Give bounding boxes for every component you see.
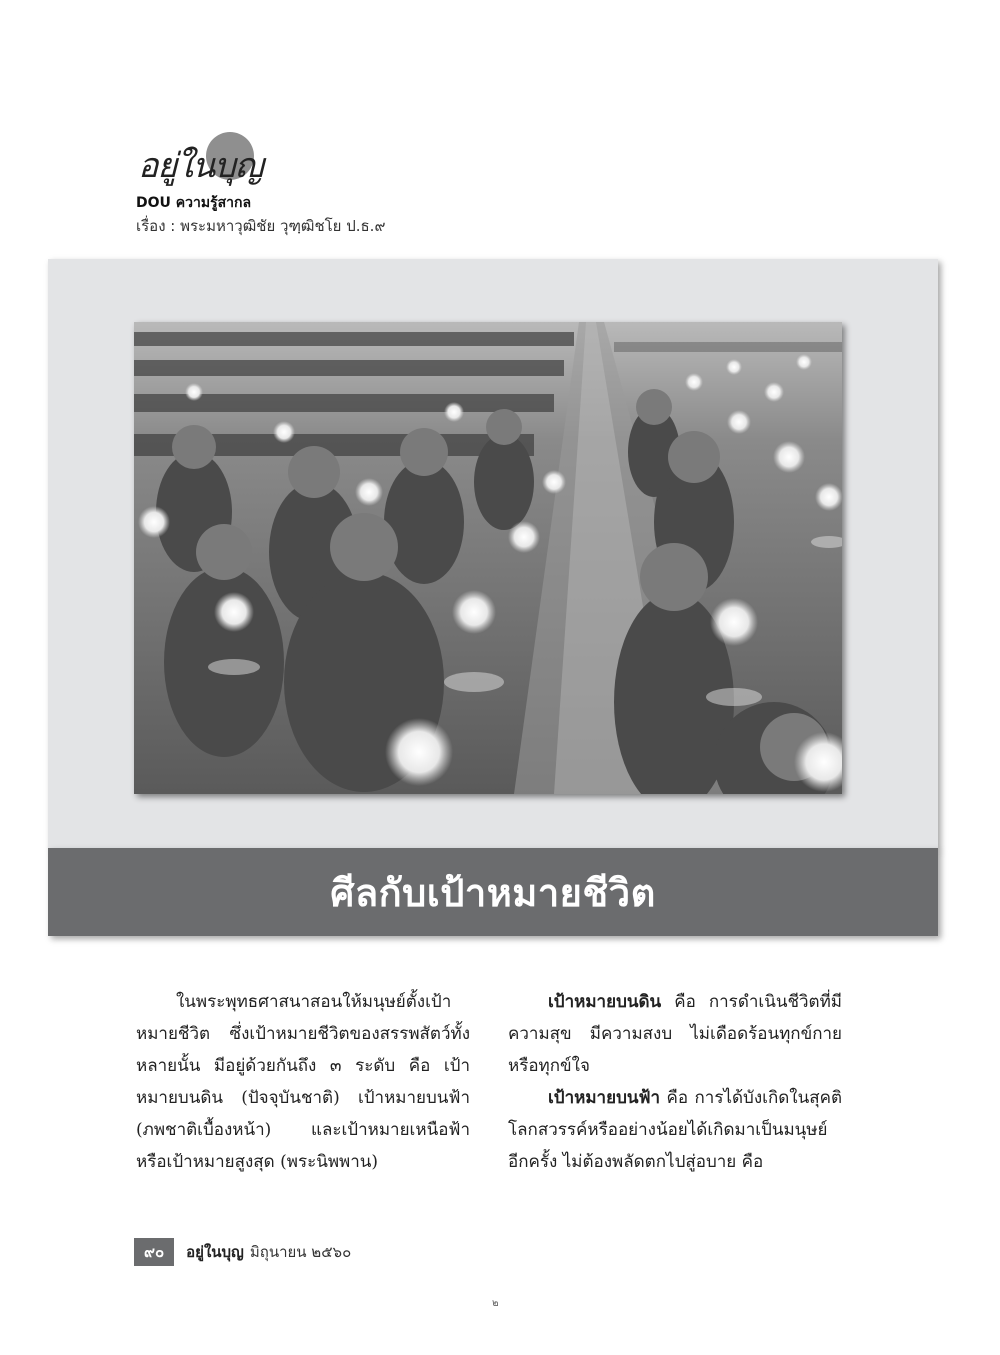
print-mark: ๒ — [492, 1298, 499, 1309]
hero-photo — [134, 322, 842, 794]
page-number: ๙๐ — [134, 1238, 174, 1266]
article-title-bar — [48, 848, 938, 936]
earth-goal-paragraph — [508, 986, 842, 1082]
page-footer — [134, 1240, 351, 1264]
heaven-goal-term: เป้าหมายบนฟ้า — [548, 1088, 661, 1108]
article-title: ศีลกับเป้าหมายชีวิต — [330, 870, 656, 915]
heaven-goal-text: คือ การได้บังเกิดในสุคติโลกสวรรค์หรืออย่างน้อยได้เกิดมาเป็นมนุษย์อีกครั้ง ไม่ต้องพลัดตกไปสู่อบาย คือ — [508, 1088, 842, 1172]
magazine-logo — [138, 132, 268, 192]
heaven-goal-paragraph — [508, 1082, 842, 1178]
right-column — [508, 986, 842, 1178]
earth-goal-text: คือ การดำเนินชีวิตที่มีความสุข มีความสงบ ไม่เดือดร้อนทุกข์กายหรือทุกข์ใจ — [508, 992, 842, 1076]
author-byline: เรื่อง : พระมหาวุฒิชัย วุฑฺฒิชโย ป.ธ.๙ — [136, 217, 386, 235]
issue-date: มิถุนายน ๒๕๖๐ — [249, 1243, 352, 1261]
section-label: DOU ความรู้สากล — [136, 195, 252, 211]
intro-paragraph: ในพระพุทธศาสนาสอนให้มนุษย์ตั้งเป้าหมายชีวิต ซึ่งเป้าหมายชีวิตของสรรพสัตว์ทั้งหลายนั้น มีอยู่ด้วยกันถึง ๓ ระดับ คือ เป้าหมายบนดิน (ปัจจุบันชาติ) เป้าหมายบนฟ้า (ภพชาติเบื้องหน้า) และเป้าหมายเหนือฟ้า หรือเป้าหมายสูงสุด (พระนิพพาน) — [136, 992, 470, 1172]
logo-text: อยู่ในบุญ — [138, 146, 263, 186]
earth-goal-term: เป้าหมายบนดิน — [548, 992, 662, 1012]
left-column — [136, 986, 470, 1178]
magazine-name: อยู่ในบุญ — [186, 1243, 244, 1261]
